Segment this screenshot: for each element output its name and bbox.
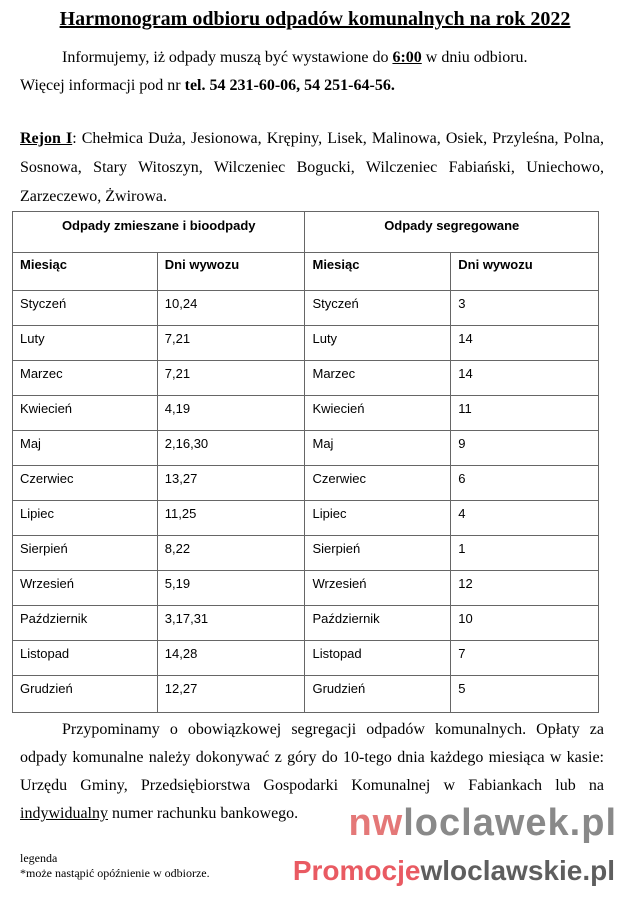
segregated-days-cell: 1 bbox=[451, 536, 599, 571]
watermark-logo-secondary: Promocjewloclawskie.pl bbox=[292, 855, 615, 886]
month-cell: Czerwiec bbox=[305, 466, 451, 501]
month-cell: Październik bbox=[13, 606, 158, 641]
month-cell: Kwiecień bbox=[305, 396, 451, 431]
watermark-logo: nwloclawek.pl bbox=[348, 802, 617, 844]
month-cell: Maj bbox=[305, 431, 451, 466]
mixed-days-cell: 8,22 bbox=[157, 536, 305, 571]
column-header-days: Dni wywozu bbox=[157, 253, 305, 291]
region-paragraph bbox=[20, 124, 604, 211]
month-cell: Styczeń bbox=[13, 291, 158, 326]
table-row bbox=[13, 606, 599, 641]
page-title: Harmonogram odbioru odpadów komunalnych na rok 2022 bbox=[59, 8, 571, 30]
table-row bbox=[13, 676, 599, 713]
intro-paragraph bbox=[20, 44, 610, 100]
region-localities: : Chełmica Duża, Jesionowa, Krępiny, Lisek, Malinowa, Osiek, Przyleśna, Polna, Sosnowa, Stary Witoszyn, Wilczeniec Bogucki, Wilczeniec Fabiański, Uniechowo, Zarzeczewo, Żwirowa. bbox=[20, 130, 604, 205]
month-cell: Sierpień bbox=[305, 536, 451, 571]
segregated-days-cell: 6 bbox=[451, 466, 599, 501]
legend bbox=[20, 851, 210, 881]
mixed-days-cell: 7,21 bbox=[157, 361, 305, 396]
month-cell: Styczeń bbox=[305, 291, 451, 326]
mixed-days-cell: 10,24 bbox=[157, 291, 305, 326]
table-row bbox=[13, 641, 599, 676]
schedule-table bbox=[12, 211, 599, 713]
month-cell: Listopad bbox=[13, 641, 158, 676]
segregated-days-cell: 11 bbox=[451, 396, 599, 431]
intro-text: Informujemy, iż odpady muszą być wystawione do bbox=[62, 49, 393, 66]
mixed-days-cell: 4,19 bbox=[157, 396, 305, 431]
segregated-days-cell: 9 bbox=[451, 431, 599, 466]
mixed-days-cell: 12,27 bbox=[157, 676, 305, 713]
table-row bbox=[13, 326, 599, 361]
column-header-month: Miesiąc bbox=[13, 253, 158, 291]
month-cell: Luty bbox=[13, 326, 158, 361]
table-row bbox=[13, 431, 599, 466]
month-cell: Sierpień bbox=[13, 536, 158, 571]
month-cell: Wrzesień bbox=[13, 571, 158, 606]
segregated-days-cell: 4 bbox=[451, 501, 599, 536]
month-cell: Luty bbox=[305, 326, 451, 361]
info-prefix: Więcej informacji pod nr bbox=[20, 77, 185, 94]
segregated-days-cell: 14 bbox=[451, 326, 599, 361]
month-cell: Kwiecień bbox=[13, 396, 158, 431]
month-cell: Grudzień bbox=[305, 676, 451, 713]
mixed-days-cell: 14,28 bbox=[157, 641, 305, 676]
phone-numbers: tel. 54 231-60-06, 54 251-64-56. bbox=[184, 77, 395, 94]
month-cell: Wrzesień bbox=[305, 571, 451, 606]
month-cell: Grudzień bbox=[13, 676, 158, 713]
pickup-time: 6:00 bbox=[392, 49, 422, 66]
mixed-days-cell: 11,25 bbox=[157, 501, 305, 536]
month-cell: Maj bbox=[13, 431, 158, 466]
table-row bbox=[13, 361, 599, 396]
reminder-underlined: indywidualny bbox=[20, 805, 108, 822]
month-cell: Czerwiec bbox=[13, 466, 158, 501]
group-header-mixed: Odpady zmieszane i bioodpady bbox=[13, 212, 305, 253]
table-row bbox=[13, 536, 599, 571]
group-header-segregated: Odpady segregowane bbox=[305, 212, 599, 253]
intro-text-end: w dniu odbioru. bbox=[421, 49, 528, 66]
month-cell: Lipiec bbox=[305, 501, 451, 536]
mixed-days-cell: 13,27 bbox=[157, 466, 305, 501]
segregated-days-cell: 5 bbox=[451, 676, 599, 713]
month-cell: Lipiec bbox=[13, 501, 158, 536]
segregated-days-cell: 14 bbox=[451, 361, 599, 396]
reminder-text: Przypominamy o obowiązkowej segregacji odpadów komunalnych. Opłaty za odpady komunalne należy dokonywać z góry do 10-tego dnia każdego miesiąca w kasie: Urzędu Gminy, Przedsiębiorstwa Gospodarki Komunalnej w Fabiankach lub na bbox=[20, 721, 604, 794]
table-row bbox=[13, 291, 599, 326]
reminder-text-end: numer rachunku bankowego. bbox=[108, 805, 299, 822]
mixed-days-cell: 7,21 bbox=[157, 326, 305, 361]
month-cell: Październik bbox=[305, 606, 451, 641]
table-row bbox=[13, 396, 599, 431]
mixed-days-cell: 2,16,30 bbox=[157, 431, 305, 466]
mixed-days-cell: 3,17,31 bbox=[157, 606, 305, 641]
column-header-days: Dni wywozu bbox=[451, 253, 599, 291]
column-header-row bbox=[13, 253, 599, 291]
month-cell: Marzec bbox=[305, 361, 451, 396]
segregated-days-cell: 10 bbox=[451, 606, 599, 641]
legend-note: *może nastąpić opóźnienie w odbiorze. bbox=[20, 866, 210, 880]
segregated-days-cell: 12 bbox=[451, 571, 599, 606]
month-cell: Listopad bbox=[305, 641, 451, 676]
table-row bbox=[13, 466, 599, 501]
mixed-days-cell: 5,19 bbox=[157, 571, 305, 606]
column-header-month: Miesiąc bbox=[305, 253, 451, 291]
table-row bbox=[13, 571, 599, 606]
legend-label: legenda bbox=[20, 851, 58, 865]
segregated-days-cell: 3 bbox=[451, 291, 599, 326]
table-row bbox=[13, 501, 599, 536]
region-label: Rejon I bbox=[20, 130, 73, 147]
segregated-days-cell: 7 bbox=[451, 641, 599, 676]
month-cell: Marzec bbox=[13, 361, 158, 396]
